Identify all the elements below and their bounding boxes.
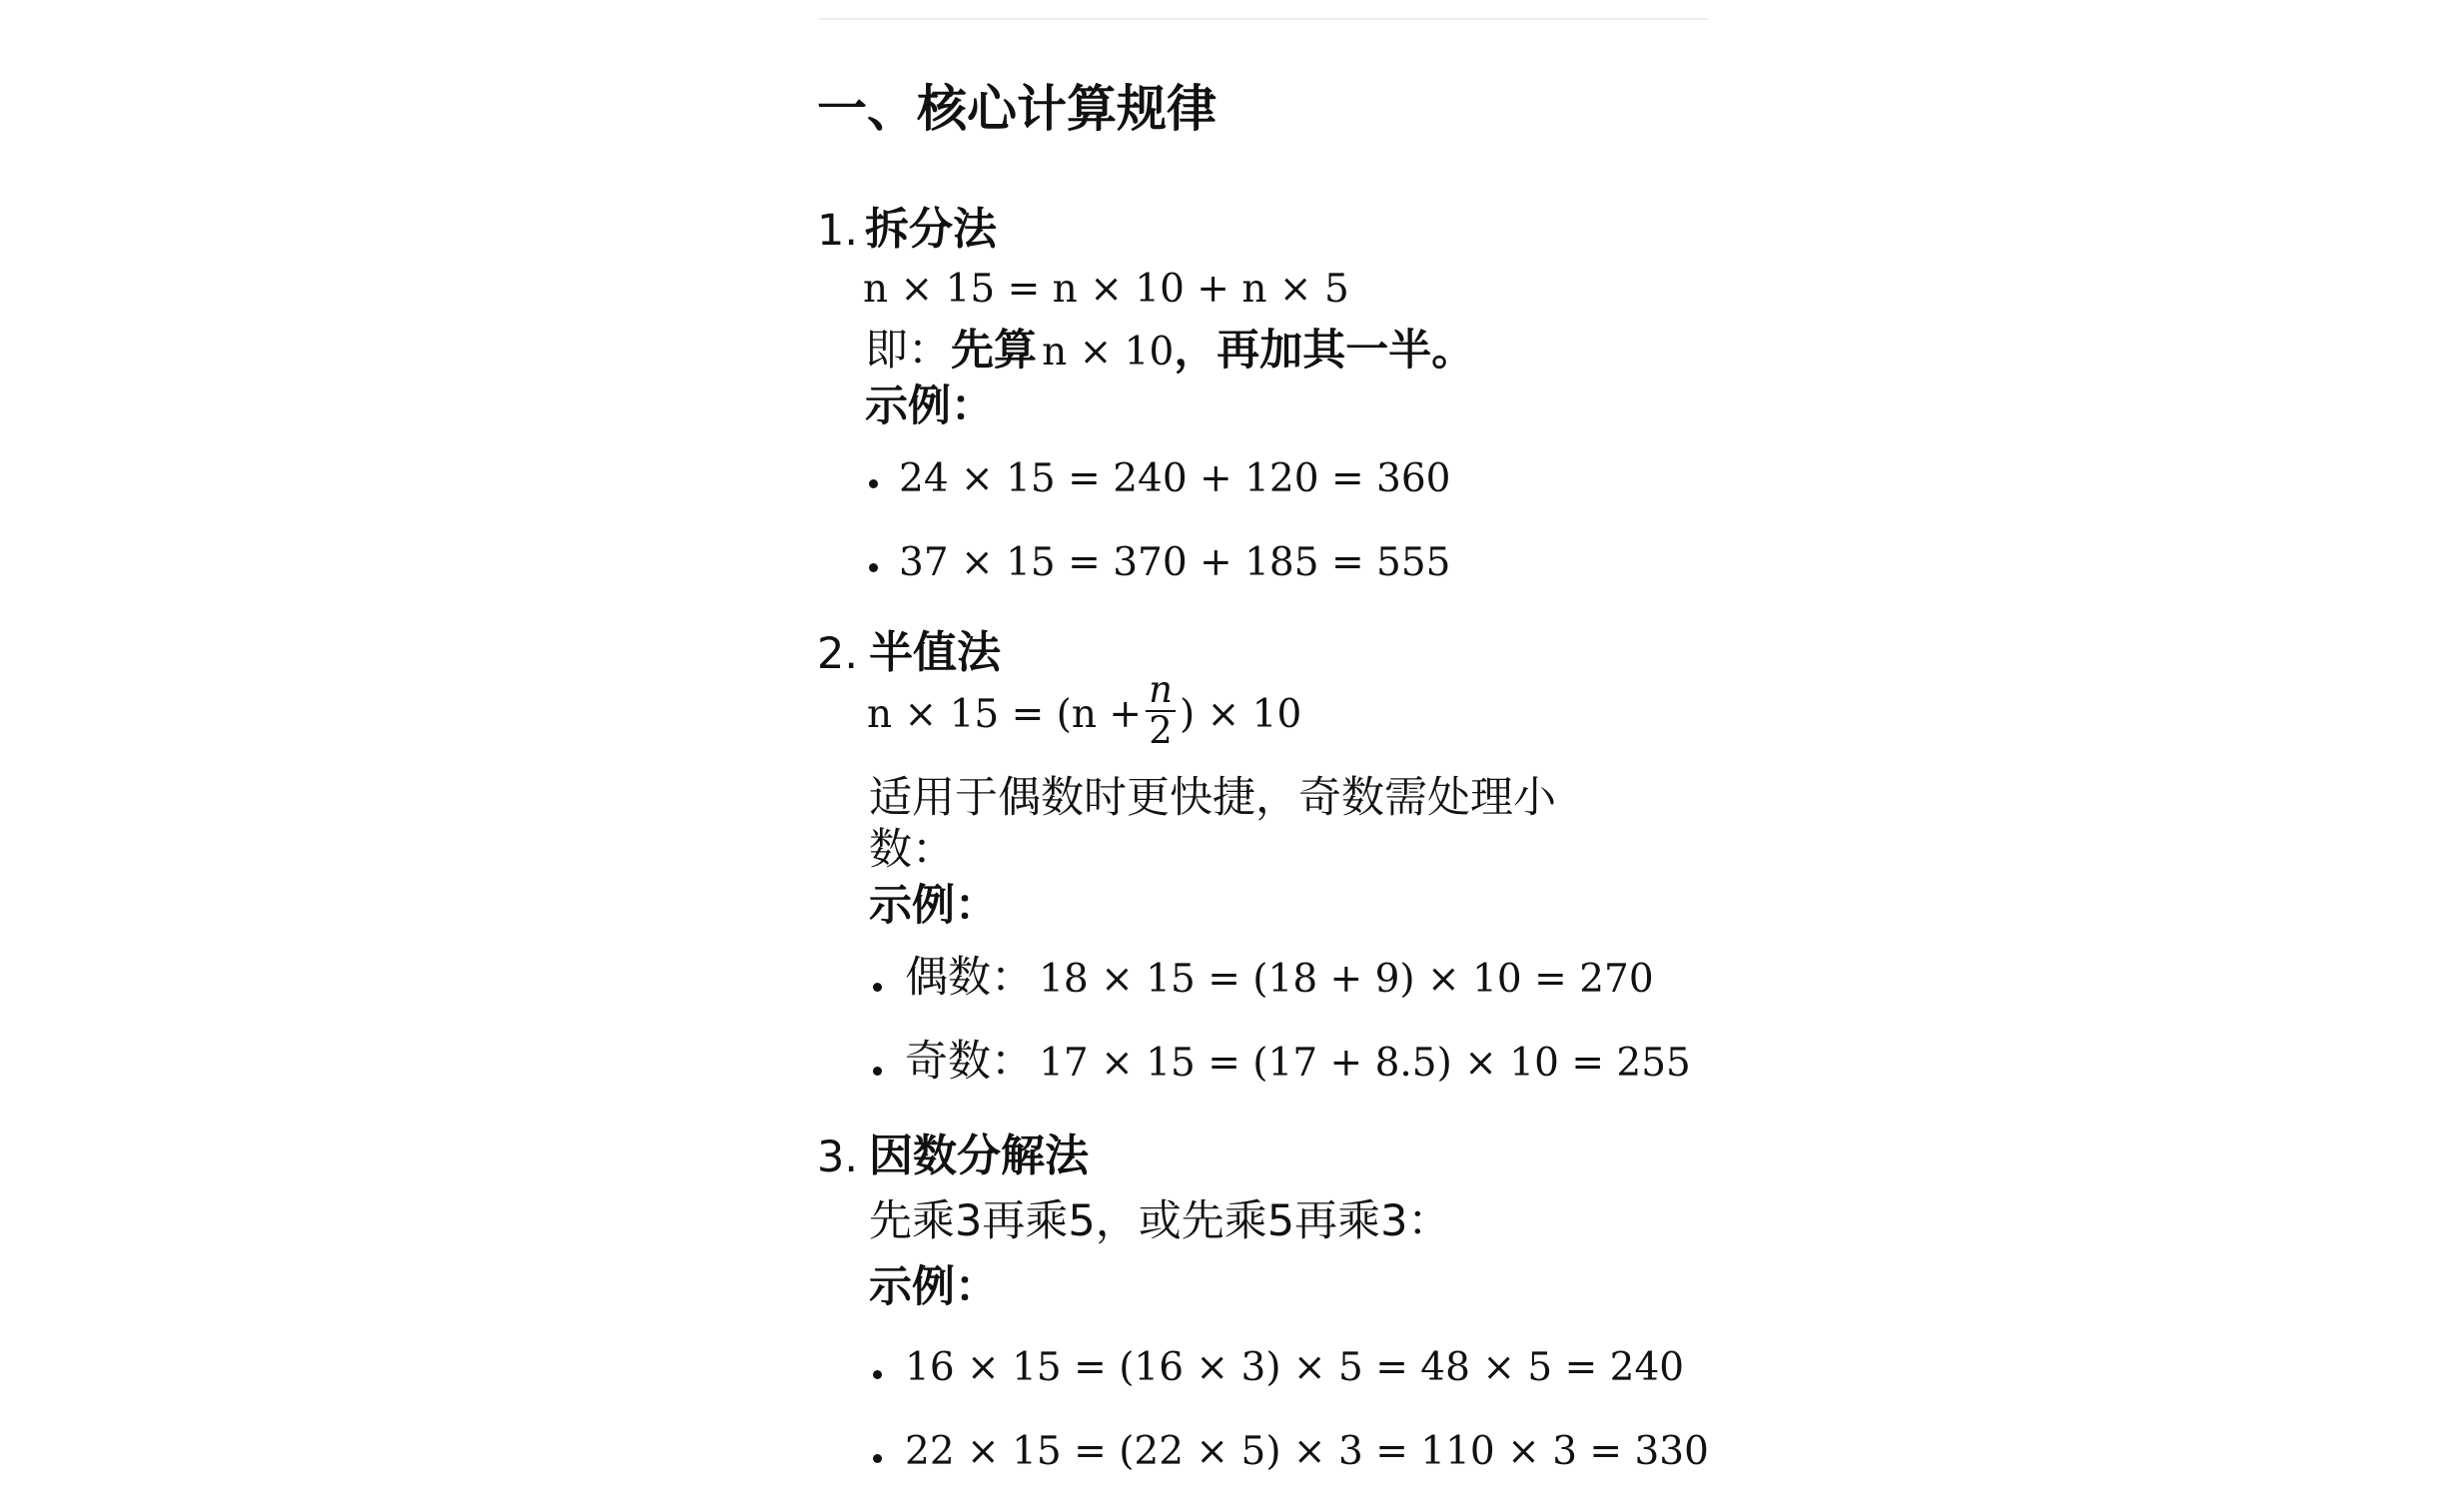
bullet xyxy=(869,563,878,572)
section-heading: 一、核心计算规律 xyxy=(817,80,1217,138)
example-label-2: 示例： xyxy=(869,881,998,931)
bullet xyxy=(873,1454,882,1463)
example-1-1: 24 × 15 = 240 + 120 = 360 xyxy=(899,456,1451,501)
formula-half-left: n × 15 = (n + xyxy=(867,691,1143,737)
half-note-line1: 适用于偶数时更快捷，奇数需处理小 xyxy=(869,773,1556,823)
bullet xyxy=(873,1067,882,1076)
example-2-1-label: 偶数： xyxy=(905,953,1034,1003)
explain-bold-b: ，再加其一半。 xyxy=(1174,326,1475,376)
bullet xyxy=(873,1370,882,1379)
fraction xyxy=(1146,668,1176,752)
formula-half xyxy=(867,668,1302,757)
fraction-denominator: 2 xyxy=(1149,708,1173,752)
item-title-split: 拆分法 xyxy=(865,204,997,255)
item-number-1: 1. xyxy=(817,206,859,256)
half-note-line2: 数： xyxy=(869,825,955,875)
example-2-2-expr: 17 × 15 = (17 + 8.5) × 10 = 255 xyxy=(1039,1041,1691,1086)
example-label-3: 示例： xyxy=(869,1262,998,1312)
example-3-2: 22 × 15 = (22 × 5) × 3 = 110 × 3 = 330 xyxy=(905,1429,1709,1474)
explain-bold-a: 先算 xyxy=(951,326,1037,376)
item-number-3: 3. xyxy=(817,1133,859,1182)
item-number-2: 2. xyxy=(817,629,859,679)
item-title-factor: 因数分解法 xyxy=(869,1131,1089,1181)
explain-prefix: 即： xyxy=(865,326,951,376)
explain-math: n × 10 xyxy=(1042,330,1175,375)
example-2-1-expr: 18 × 15 = (18 + 9) × 10 = 270 xyxy=(1039,957,1654,1002)
example-label-1: 示例： xyxy=(865,381,994,431)
formula-half-right: ) × 10 xyxy=(1179,691,1302,737)
example-2-2 xyxy=(905,1037,1691,1087)
example-3-1: 16 × 15 = (16 × 3) × 5 = 48 × 5 = 240 xyxy=(905,1345,1685,1390)
example-2-2-label: 奇数： xyxy=(905,1037,1034,1087)
formula-split: n × 15 = n × 10 + n × 5 xyxy=(863,267,1349,312)
top-divider xyxy=(819,18,1708,20)
split-explanation xyxy=(865,326,1475,376)
bullet xyxy=(873,983,882,992)
fraction-numerator: n xyxy=(1146,671,1176,712)
item-title-half: 半值法 xyxy=(869,627,1001,678)
factor-note: 先乘3再乘5，或先乘5再乘3： xyxy=(869,1196,1451,1246)
bullet xyxy=(869,479,878,488)
example-2-1 xyxy=(905,953,1654,1003)
example-1-2: 37 × 15 = 370 + 185 = 555 xyxy=(899,540,1451,585)
